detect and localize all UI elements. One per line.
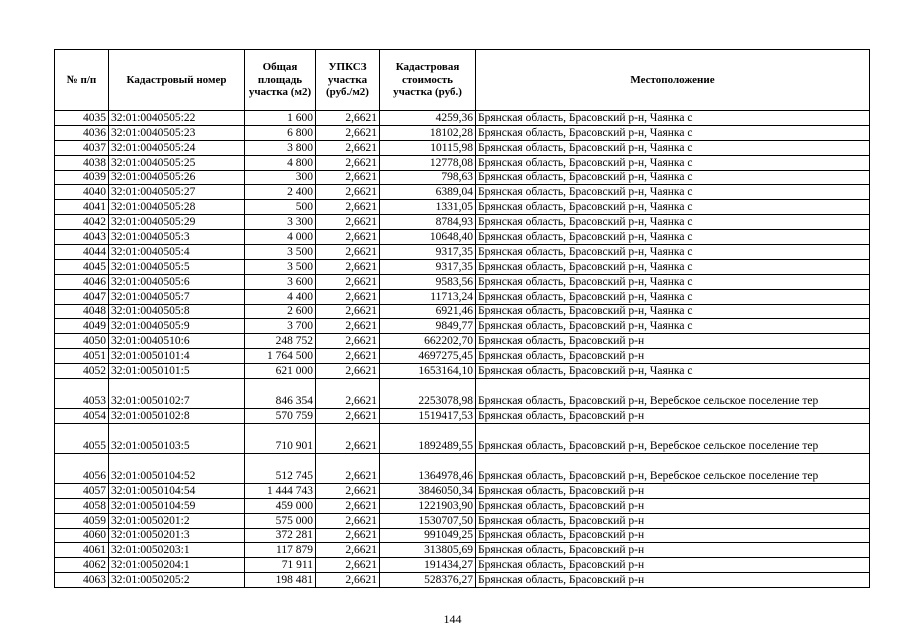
location-value: Брянская область, Брасовский р-н (476, 349, 870, 364)
row-number: 4036 (55, 125, 109, 140)
table-row (55, 528, 870, 543)
area-value: 459 000 (245, 498, 316, 513)
location-value: Брянская область, Брасовский р-н (476, 513, 870, 528)
location-value: Брянская область, Брасовский р-н (476, 558, 870, 573)
upksz-value: 2,6621 (316, 453, 380, 483)
area-value: 4 000 (245, 230, 316, 245)
cadastral-number: 32:01:0040505:7 (109, 289, 245, 304)
row-number: 4059 (55, 513, 109, 528)
table-row (55, 259, 870, 274)
row-number: 4046 (55, 274, 109, 289)
cost-value: 313805,69 (380, 543, 476, 558)
row-number: 4061 (55, 543, 109, 558)
area-value: 3 500 (245, 245, 316, 260)
location-value: Брянская область, Брасовский р-н, Чаянка с (476, 125, 870, 140)
area-value: 117 879 (245, 543, 316, 558)
table-row (55, 513, 870, 528)
cost-value: 1653164,10 (380, 364, 476, 379)
area-value: 2 600 (245, 304, 316, 319)
area-value: 710 901 (245, 423, 316, 453)
header-cadastral-cost: Кадастровая стоимость участка (руб.) (380, 50, 476, 111)
location-value: Брянская область, Брасовский р-н, Чаянка с (476, 245, 870, 260)
cost-value: 1892489,55 (380, 423, 476, 453)
cadastral-number: 32:01:0040505:9 (109, 319, 245, 334)
area-value: 621 000 (245, 364, 316, 379)
location-value: Брянская область, Брасовский р-н, Чаянка с (476, 289, 870, 304)
cost-value: 9317,35 (380, 259, 476, 274)
upksz-value: 2,6621 (316, 170, 380, 185)
location-value: Брянская область, Брасовский р-н, Чаянка с (476, 170, 870, 185)
location-value: Брянская область, Брасовский р-н, Веребское сельское поселение тер (476, 423, 870, 453)
row-number: 4040 (55, 185, 109, 200)
upksz-value: 2,6621 (316, 513, 380, 528)
cadastral-number: 32:01:0050204:1 (109, 558, 245, 573)
cost-value: 9317,35 (380, 245, 476, 260)
location-value: Брянская область, Брасовский р-н, Веребское сельское поселение тер (476, 453, 870, 483)
cadastral-number: 32:01:0050104:54 (109, 483, 245, 498)
area-value: 198 481 (245, 573, 316, 588)
area-value: 3 700 (245, 319, 316, 334)
cadastral-number: 32:01:0040505:22 (109, 111, 245, 126)
location-value: Брянская область, Брасовский р-н, Чаянка с (476, 200, 870, 215)
area-value: 1 764 500 (245, 349, 316, 364)
table-row (55, 200, 870, 215)
cost-value: 1221903,90 (380, 498, 476, 513)
row-number: 4058 (55, 498, 109, 513)
location-value: Брянская область, Брасовский р-н, Чаянка с (476, 215, 870, 230)
cost-value: 4259,36 (380, 111, 476, 126)
location-value: Брянская область, Брасовский р-н (476, 334, 870, 349)
upksz-value: 2,6621 (316, 543, 380, 558)
table-row (55, 364, 870, 379)
cadastral-number: 32:01:0040505:3 (109, 230, 245, 245)
row-number: 4051 (55, 349, 109, 364)
header-num: № п/п (55, 50, 109, 111)
cost-value: 3846050,34 (380, 483, 476, 498)
cadastral-number: 32:01:0050203:1 (109, 543, 245, 558)
upksz-value: 2,6621 (316, 140, 380, 155)
cost-value: 1364978,46 (380, 453, 476, 483)
table-row (55, 245, 870, 260)
upksz-value: 2,6621 (316, 379, 380, 409)
upksz-value: 2,6621 (316, 274, 380, 289)
table-row (55, 215, 870, 230)
row-number: 4056 (55, 453, 109, 483)
location-value: Брянская область, Брасовский р-н, Чаянка с (476, 319, 870, 334)
location-value: Брянская область, Брасовский р-н, Чаянка с (476, 274, 870, 289)
table-header-row (55, 50, 870, 111)
table-row (55, 111, 870, 126)
cost-value: 6389,04 (380, 185, 476, 200)
cadastral-number: 32:01:0050205:2 (109, 573, 245, 588)
row-number: 4047 (55, 289, 109, 304)
cost-value: 8784,93 (380, 215, 476, 230)
upksz-value: 2,6621 (316, 111, 380, 126)
table-row (55, 125, 870, 140)
location-value: Брянская область, Брасовский р-н, Чаянка с (476, 364, 870, 379)
row-number: 4054 (55, 409, 109, 424)
area-value: 570 759 (245, 409, 316, 424)
row-number: 4038 (55, 155, 109, 170)
row-number: 4043 (55, 230, 109, 245)
cadastral-number: 32:01:0050102:7 (109, 379, 245, 409)
location-value: Брянская область, Брасовский р-н, Чаянка с (476, 185, 870, 200)
area-value: 4 400 (245, 289, 316, 304)
upksz-value: 2,6621 (316, 423, 380, 453)
cost-value: 6921,46 (380, 304, 476, 319)
upksz-value: 2,6621 (316, 364, 380, 379)
table-row (55, 453, 870, 483)
location-value: Брянская область, Брасовский р-н (476, 528, 870, 543)
upksz-value: 2,6621 (316, 498, 380, 513)
row-number: 4048 (55, 304, 109, 319)
location-value: Брянская область, Брасовский р-н (476, 409, 870, 424)
cost-value: 9849,77 (380, 319, 476, 334)
table-row (55, 304, 870, 319)
row-number: 4035 (55, 111, 109, 126)
area-value: 1 444 743 (245, 483, 316, 498)
cadastral-number: 32:01:0040505:6 (109, 274, 245, 289)
cadastral-number: 32:01:0050103:5 (109, 423, 245, 453)
cadastral-number: 32:01:0040505:26 (109, 170, 245, 185)
cost-value: 991049,25 (380, 528, 476, 543)
page-number: 144 (443, 612, 462, 626)
table-row (55, 558, 870, 573)
upksz-value: 2,6621 (316, 483, 380, 498)
table-row (55, 483, 870, 498)
upksz-value: 2,6621 (316, 558, 380, 573)
cadastral-number: 32:01:0050104:59 (109, 498, 245, 513)
cost-value: 662202,70 (380, 334, 476, 349)
row-number: 4053 (55, 379, 109, 409)
row-number: 4049 (55, 319, 109, 334)
table-row (55, 543, 870, 558)
table-row (55, 170, 870, 185)
cost-value: 11713,24 (380, 289, 476, 304)
row-number: 4037 (55, 140, 109, 155)
location-value: Брянская область, Брасовский р-н, Веребское сельское поселение тер (476, 379, 870, 409)
table-row (55, 319, 870, 334)
table-row (55, 498, 870, 513)
upksz-value: 2,6621 (316, 349, 380, 364)
cadastral-number: 32:01:0040505:4 (109, 245, 245, 260)
header-cadastral-number: Кадастровый номер (109, 50, 245, 111)
cadastral-number: 32:01:0040505:5 (109, 259, 245, 274)
upksz-value: 2,6621 (316, 259, 380, 274)
location-value: Брянская область, Брасовский р-н (476, 483, 870, 498)
area-value: 2 400 (245, 185, 316, 200)
area-value: 3 300 (245, 215, 316, 230)
location-value: Брянская область, Брасовский р-н, Чаянка с (476, 259, 870, 274)
row-number: 4041 (55, 200, 109, 215)
cost-value: 18102,28 (380, 125, 476, 140)
row-number: 4044 (55, 245, 109, 260)
area-value: 71 911 (245, 558, 316, 573)
header-area: Общая площадь участка (м2) (245, 50, 316, 111)
location-value: Брянская область, Брасовский р-н (476, 498, 870, 513)
table-row (55, 185, 870, 200)
location-value: Брянская область, Брасовский р-н, Чаянка с (476, 111, 870, 126)
cadastral-number: 32:01:0040505:8 (109, 304, 245, 319)
area-value: 512 745 (245, 453, 316, 483)
cost-value: 191434,27 (380, 558, 476, 573)
cadastral-table (54, 49, 870, 588)
cost-value: 2253078,98 (380, 379, 476, 409)
upksz-value: 2,6621 (316, 304, 380, 319)
area-value: 3 500 (245, 259, 316, 274)
cost-value: 1519417,53 (380, 409, 476, 424)
upksz-value: 2,6621 (316, 245, 380, 260)
table-row (55, 334, 870, 349)
cadastral-number: 32:01:0050101:5 (109, 364, 245, 379)
cadastral-number: 32:01:0050201:3 (109, 528, 245, 543)
table-body (55, 111, 870, 588)
row-number: 4045 (55, 259, 109, 274)
location-value: Брянская область, Брасовский р-н (476, 543, 870, 558)
cadastral-number: 32:01:0040505:29 (109, 215, 245, 230)
row-number: 4063 (55, 573, 109, 588)
table-row (55, 140, 870, 155)
cadastral-number: 32:01:0040510:6 (109, 334, 245, 349)
location-value: Брянская область, Брасовский р-н, Чаянка с (476, 155, 870, 170)
cadastral-number: 32:01:0050201:2 (109, 513, 245, 528)
upksz-value: 2,6621 (316, 319, 380, 334)
table-row (55, 289, 870, 304)
upksz-value: 2,6621 (316, 215, 380, 230)
row-number: 4060 (55, 528, 109, 543)
upksz-value: 2,6621 (316, 334, 380, 349)
location-value: Брянская область, Брасовский р-н, Чаянка с (476, 304, 870, 319)
table-row (55, 573, 870, 588)
upksz-value: 2,6621 (316, 528, 380, 543)
cadastral-number: 32:01:0050101:4 (109, 349, 245, 364)
location-value: Брянская область, Брасовский р-н (476, 573, 870, 588)
area-value: 1 600 (245, 111, 316, 126)
location-value: Брянская область, Брасовский р-н, Чаянка с (476, 230, 870, 245)
table-row (55, 274, 870, 289)
table-row (55, 379, 870, 409)
upksz-value: 2,6621 (316, 200, 380, 215)
area-value: 4 800 (245, 155, 316, 170)
table-row (55, 409, 870, 424)
cost-value: 9583,56 (380, 274, 476, 289)
table-row (55, 349, 870, 364)
upksz-value: 2,6621 (316, 125, 380, 140)
table-row (55, 423, 870, 453)
row-number: 4039 (55, 170, 109, 185)
cost-value: 10115,98 (380, 140, 476, 155)
upksz-value: 2,6621 (316, 289, 380, 304)
row-number: 4055 (55, 423, 109, 453)
cadastral-number: 32:01:0040505:25 (109, 155, 245, 170)
area-value: 3 800 (245, 140, 316, 155)
cadastral-number: 32:01:0040505:24 (109, 140, 245, 155)
table-row (55, 155, 870, 170)
cadastral-number: 32:01:0040505:28 (109, 200, 245, 215)
row-number: 4057 (55, 483, 109, 498)
cadastral-number: 32:01:0050104:52 (109, 453, 245, 483)
cost-value: 1530707,50 (380, 513, 476, 528)
cadastral-number: 32:01:0040505:27 (109, 185, 245, 200)
upksz-value: 2,6621 (316, 409, 380, 424)
table-row (55, 230, 870, 245)
cadastral-number: 32:01:0040505:23 (109, 125, 245, 140)
area-value: 846 354 (245, 379, 316, 409)
upksz-value: 2,6621 (316, 230, 380, 245)
row-number: 4050 (55, 334, 109, 349)
row-number: 4052 (55, 364, 109, 379)
area-value: 248 752 (245, 334, 316, 349)
area-value: 500 (245, 200, 316, 215)
cost-value: 528376,27 (380, 573, 476, 588)
area-value: 3 600 (245, 274, 316, 289)
cost-value: 10648,40 (380, 230, 476, 245)
cadastral-number: 32:01:0050102:8 (109, 409, 245, 424)
area-value: 300 (245, 170, 316, 185)
area-value: 6 800 (245, 125, 316, 140)
cost-value: 12778,08 (380, 155, 476, 170)
row-number: 4042 (55, 215, 109, 230)
cost-value: 1331,05 (380, 200, 476, 215)
location-value: Брянская область, Брасовский р-н, Чаянка с (476, 140, 870, 155)
upksz-value: 2,6621 (316, 155, 380, 170)
area-value: 575 000 (245, 513, 316, 528)
cost-value: 798,63 (380, 170, 476, 185)
row-number: 4062 (55, 558, 109, 573)
cost-value: 4697275,45 (380, 349, 476, 364)
header-location: Местоположение (476, 50, 870, 111)
upksz-value: 2,6621 (316, 573, 380, 588)
header-upksz: УПКСЗ участка (руб./м2) (316, 50, 380, 111)
area-value: 372 281 (245, 528, 316, 543)
upksz-value: 2,6621 (316, 185, 380, 200)
